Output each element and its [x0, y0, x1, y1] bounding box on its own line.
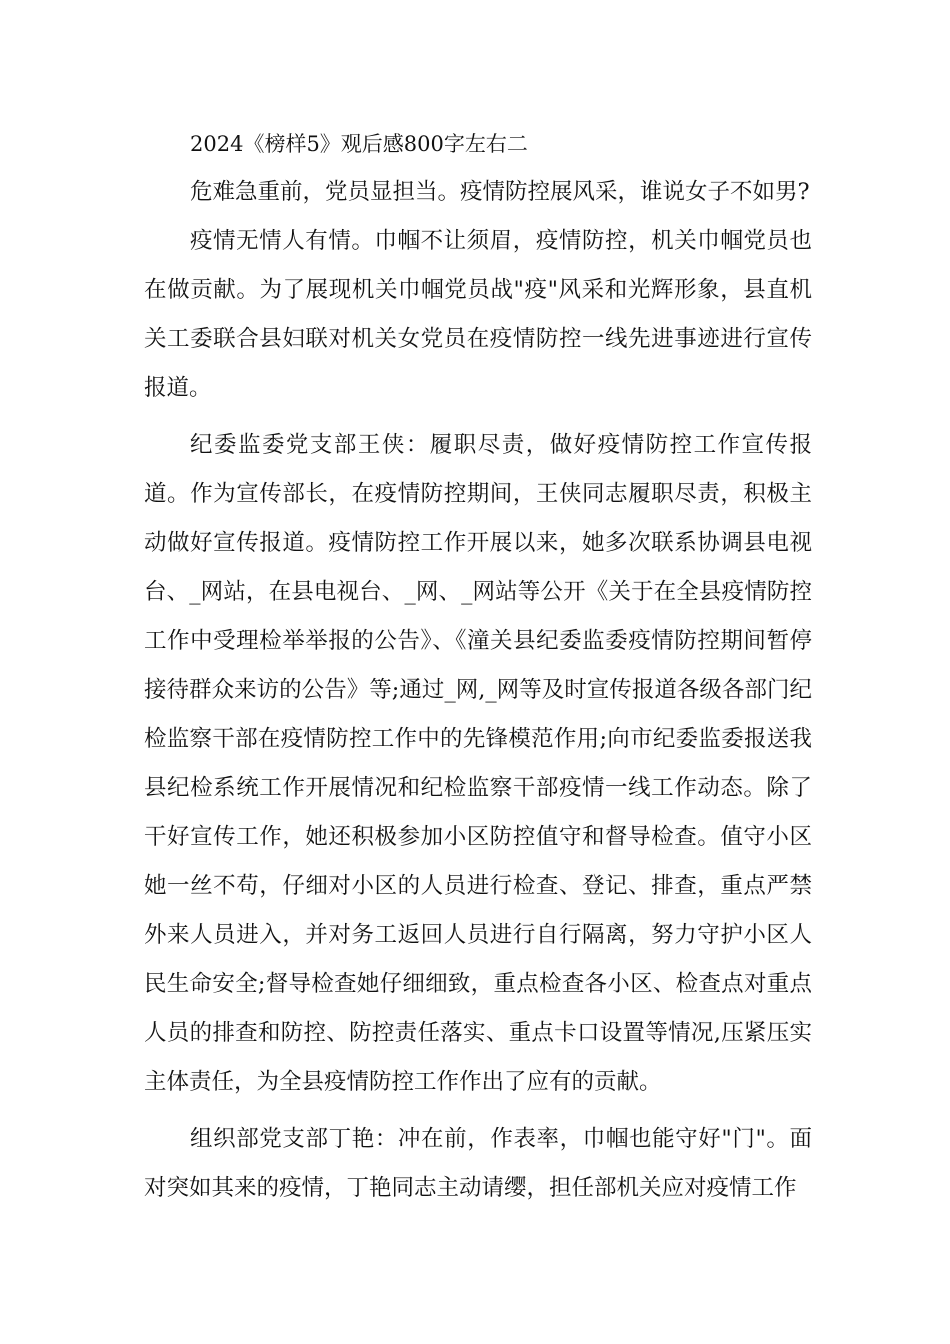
document-page: [144, 128, 812, 1213]
document-title: 2024《榜样5》观后感800字左右二: [190, 132, 528, 156]
paragraph-ding-yan: 组织部党支部丁艳：冲在前，作表率，巾帼也能守好"门"。面对突如其来的疫情，丁艳同志主动请缨，担任部机关应对疫情工作: [144, 1126, 812, 1201]
paragraph-wang-xia: 纪委监委党支部王侠：履职尽责，做好疫情防控工作宣传报道。作为宣传部长，在疫情防控期间，王侠同志履职尽责，积极主动做好宣传报道。疫情防控工作开展以来，她多次联系协调县电视台、_网站，在县电视台、_网、_网站等公开《关于在全县疫情防控工作中受理检举举报的公告》、《潼关县纪委监委疫情防控期间暂停接待群众来访的公告》等;通过_网,_网等及时宣传报道各级各部门纪检监察干部在疫情防控工作中的先锋模范作用;向市纪委监委报送我县纪检系统工作开展情况和纪检监察干部疫情一线工作动态。除了干好宣传工作，她还积极参加小区防控值守和督导检查。值守小区她一丝不苟，仔细对小区的人员进行检查、登记、排查，重点严禁外来人员进入，并对务工返回人员进行自行隔离，努力守护小区人民生命安全;督导检查她仔细细致，重点检查各小区、检查点对重点人员的排查和防控、防控责任落实、重点卡口设置等情况,压紧压实主体责任，为全县疫情防控工作作出了应有的贡献。: [144, 432, 812, 1095]
paragraph-intro: 危难急重前，党员显担当。疫情防控展风采，谁说女子不如男?: [190, 179, 810, 205]
paragraph-overview: 疫情无情人有情。巾帼不让须眉，疫情防控，机关巾帼党员也在做贡献。为了展现机关巾帼党员战"疫"风采和光辉形象，县直机关工委联合县妇联对机关女党员在疫情防控一线先进事迹进行宣传报道。: [144, 228, 812, 401]
